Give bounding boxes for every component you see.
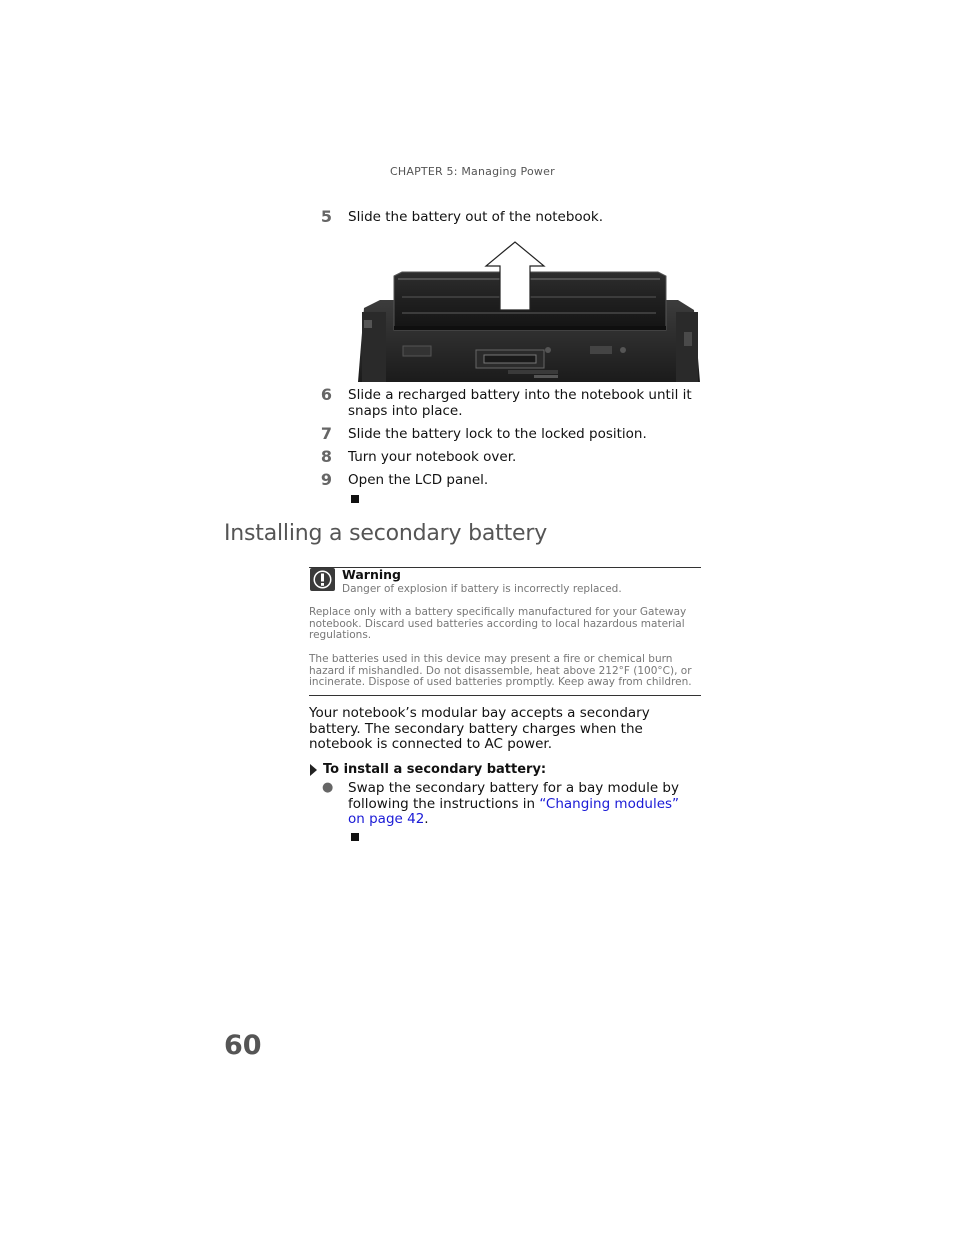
procedure-arrow-icon	[310, 764, 317, 776]
warning-bottom-rule	[309, 695, 701, 696]
procedure-heading: To install a secondary battery:	[323, 762, 547, 777]
running-head: CHAPTER 5: Managing Power	[390, 165, 555, 178]
step-text: Open the LCD panel.	[348, 472, 489, 488]
step-number: 6	[320, 385, 332, 404]
page-number: 60	[224, 1030, 262, 1061]
end-of-procedure-mark	[351, 495, 359, 503]
changing-modules-link[interactable]: “Changing modules” on page 42	[348, 795, 680, 827]
step-text: Slide the battery lock to the locked position.	[348, 426, 647, 442]
step-text: Slide a recharged battery into the notebook until it snaps into place.	[348, 387, 692, 419]
warning-paragraph: Replace only with a battery specifically manufactured for your Gateway notebook. Discard used batteries according to local hazardous material regulations.	[309, 606, 687, 641]
warning-icon	[310, 568, 335, 591]
warning-paragraph: The batteries used in this device may present a fire or chemical burn hazard if mishandled. Do not disassemble, heat above 212°F (100°C), or incinerate. Dispose of used batteries promptly. Keep away from children.	[309, 653, 692, 688]
step-text: Turn your notebook over.	[348, 449, 517, 465]
end-of-procedure-mark	[351, 833, 359, 841]
battery-removal-illustration	[358, 240, 700, 382]
step-number: 7	[320, 424, 332, 443]
step-text: Slide the battery out of the notebook.	[348, 209, 604, 225]
step-number: 5	[320, 207, 332, 226]
step-number: 8	[320, 447, 332, 466]
bullet-text-end: .	[424, 811, 429, 827]
bullet-icon: ●	[322, 780, 334, 795]
bullet-text: Swap the secondary battery for a bay module by following the instructions in	[348, 780, 679, 812]
intro-paragraph: Your notebook’s modular bay accepts a secondary battery. The secondary battery charges when the notebook is connected to AC power.	[309, 705, 650, 752]
section-heading: Installing a secondary battery	[224, 521, 548, 546]
warning-title: Warning	[342, 567, 401, 582]
warning-subtitle: Danger of explosion if battery is incorrectly replaced.	[342, 583, 622, 595]
step-number: 9	[320, 470, 332, 489]
bullet-item	[348, 781, 693, 828]
